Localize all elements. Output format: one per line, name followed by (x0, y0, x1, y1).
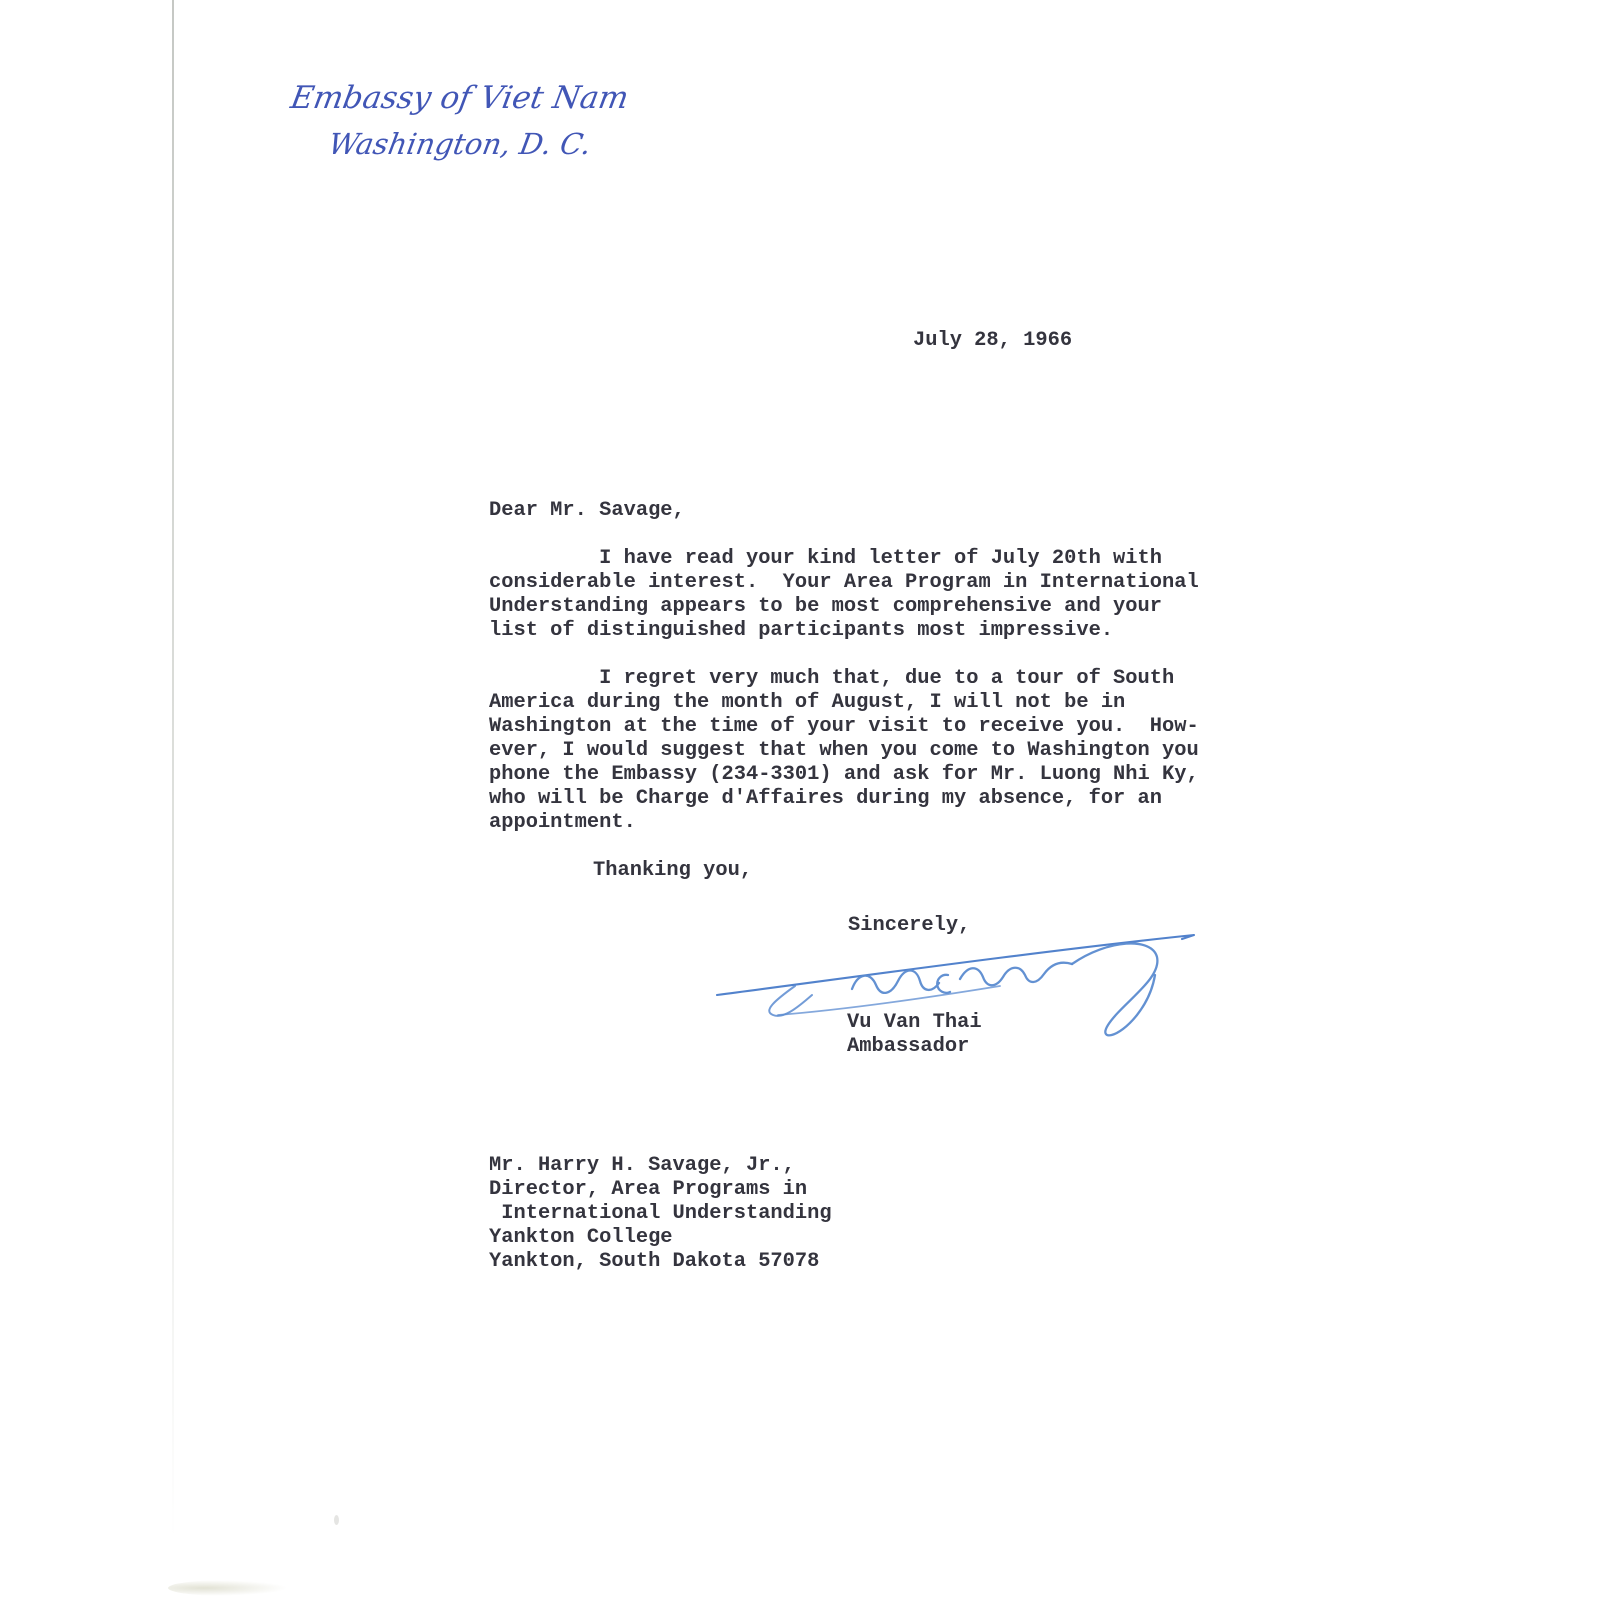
signature-block (847, 1011, 982, 1059)
paragraph-line: list of distinguished participants most impressive. (489, 619, 1114, 642)
signer-name: Vu Van Thai (847, 1011, 982, 1034)
recipient-line: Director, Area Programs in (489, 1178, 808, 1201)
scan-smudge (168, 1580, 288, 1596)
paragraph-2 (489, 667, 1199, 835)
recipient-line: International Understanding (489, 1202, 832, 1225)
recipient-line: Yankton, South Dakota 57078 (489, 1250, 820, 1273)
paragraph-line: considerable interest. Your Area Program in International (489, 571, 1199, 594)
paragraph-line: ever, I would suggest that when you come to Washington you (489, 739, 1199, 762)
scan-speck (334, 1515, 339, 1525)
signer-title: Ambassador (847, 1035, 970, 1058)
date-line (913, 329, 1072, 353)
letterhead-line1: Embassy of Viet Nam (288, 80, 632, 116)
thanking-line (593, 859, 752, 883)
salutation (489, 499, 685, 523)
paragraph-line: who will be Charge d'Affaires during my absence, for an (489, 787, 1163, 810)
salutation-text: Dear Mr. Savage, (489, 499, 685, 522)
paragraph-line: Understanding appears to be most comprehensive and your (489, 595, 1163, 618)
paragraph-line: appointment. (489, 811, 636, 834)
closing-text: Sincerely, (848, 914, 971, 937)
thanking-text: Thanking you, (593, 859, 753, 882)
recipient-line: Mr. Harry H. Savage, Jr., (489, 1154, 795, 1177)
letter-date: July 28, 1966 (913, 329, 1073, 352)
recipient-line: Yankton College (489, 1226, 673, 1249)
paragraph-line: I have read your kind letter of July 20th with (489, 547, 1163, 570)
paragraph-1 (489, 547, 1199, 643)
paragraph-line: Washington at the time of your visit to receive you. How- (489, 715, 1199, 738)
paragraph-line: phone the Embassy (234-3301) and ask for Mr. Luong Nhi Ky, (489, 763, 1199, 786)
letterhead-line2: Washington, D. C. (326, 127, 594, 161)
paragraph-line: America during the month of August, I will not be in (489, 691, 1126, 714)
recipient-address (489, 1154, 832, 1274)
paragraph-line: I regret very much that, due to a tour of South (489, 667, 1175, 690)
paper-left-edge (172, 0, 174, 1540)
